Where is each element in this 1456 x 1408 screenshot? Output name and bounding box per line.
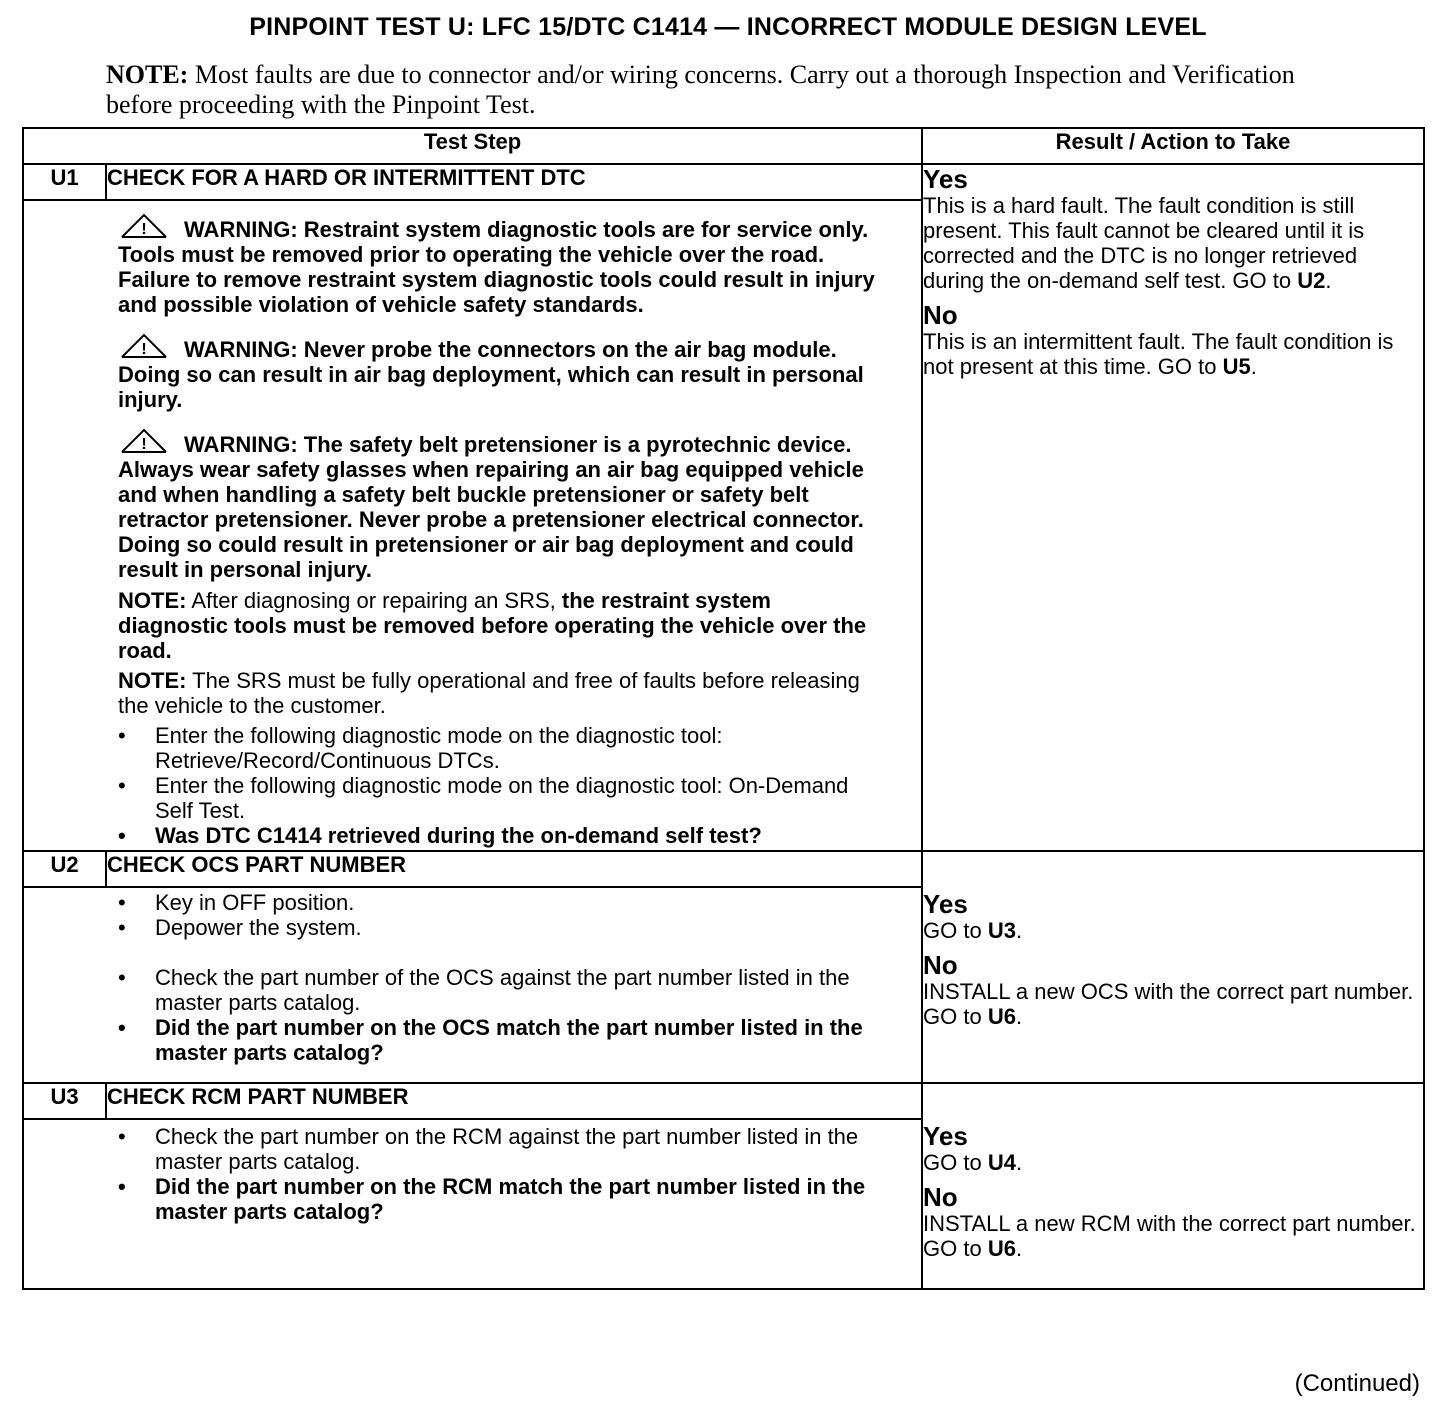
step-u2-yes-label: Yes xyxy=(923,889,968,919)
step-u1-no-text xyxy=(923,329,1423,379)
step-u1-yes-label: Yes xyxy=(923,164,968,194)
step-u1-no-goto: U5 xyxy=(1222,354,1251,379)
list-item: • Enter the following diagnostic mode on the diagnostic tool: Retrieve/Record/Continuous DTCs. xyxy=(118,723,881,773)
list-item: • Did the part number on the OCS match the part number listed in the master parts catalog? xyxy=(118,1015,881,1065)
step-u2-title: CHECK OCS PART NUMBER xyxy=(106,851,922,887)
list-item: • Depower the system. xyxy=(118,915,881,940)
col-result-header: Result / Action to Take xyxy=(922,128,1424,164)
step-u3-no-goto: U6 xyxy=(987,1236,1016,1261)
list-item: • Key in OFF position. xyxy=(118,890,881,915)
step-u2-title-row xyxy=(23,851,1424,887)
step-u2-no-goto: U6 xyxy=(987,1004,1016,1029)
step-u1-warning-1 xyxy=(118,213,881,317)
step-u1-title-row xyxy=(23,164,1424,200)
step-u2-yes-goto: U3 xyxy=(987,918,1016,943)
list-item: • Did the part number on the RCM match the part number listed in the master parts catalog? xyxy=(118,1174,881,1224)
svg-text:!: ! xyxy=(141,221,147,238)
step-u1-no-label: No xyxy=(923,300,958,330)
svg-text:!: ! xyxy=(141,341,147,358)
step-u1-no-action: This is an intermittent fault. The fault condition is not present at this time. GO to xyxy=(923,329,1394,379)
step-u2-bullets xyxy=(118,890,881,1065)
list-item: • Check the part number on the RCM against the part number listed in the master parts catalog. xyxy=(118,1124,881,1174)
step-u1-result xyxy=(922,164,1424,851)
col-test-step-header: Test Step xyxy=(23,128,922,164)
step-u3-no-text xyxy=(923,1211,1423,1261)
step-u1-warning-2-text: WARNING: Never probe the connectors on the air bag module. Doing so can result in air bag deployment, which can result in personal injury. xyxy=(118,337,864,412)
step-u2-no-text xyxy=(923,979,1423,1029)
step-u3-title-row xyxy=(23,1083,1424,1119)
step-u1-warning-3-text: WARNING: The safety belt pretensioner is a pyrotechnic device. Always wear safety glasses when repairing an air bag equipped vehicle and when handling a safety belt buckle pretensioner or safety belt retractor pretensioner. Never probe a pretensioner electrical connector. Doing so could result in pretensioner or air bag deployment and could result in personal injury. xyxy=(118,432,864,582)
step-u3-yes-action: GO to xyxy=(923,1150,988,1175)
step-u1-note-1-bold: the restraint system diagnostic tools must be removed before operating the vehicle over the road. xyxy=(118,588,867,663)
warning-triangle-icon xyxy=(118,428,170,454)
step-u1-warning-2 xyxy=(118,333,881,412)
step-u3-body xyxy=(23,1119,922,1289)
step-u3-no-action: INSTALL a new RCM with the correct part number. GO to xyxy=(923,1211,1416,1261)
intro-note-label: NOTE: xyxy=(106,60,189,89)
step-u1-note-1-text: After diagnosing or repairing an SRS, xyxy=(186,588,562,613)
step-u2-no-label: No xyxy=(923,950,958,980)
list-item: • Was DTC C1414 retrieved during the on-demand self test? xyxy=(118,823,881,848)
pinpoint-test-table xyxy=(22,127,1425,1290)
step-u1-no-end: . xyxy=(1250,354,1257,379)
continued-label: (Continued) xyxy=(1294,1370,1420,1397)
step-u1-note-1 xyxy=(118,588,881,663)
warning-triangle-icon xyxy=(118,333,170,359)
step-u3-no-end: . xyxy=(1015,1236,1023,1261)
step-u2-no-end: . xyxy=(1015,1004,1023,1029)
step-u3-title: CHECK RCM PART NUMBER xyxy=(106,1083,922,1119)
step-u3-yes-end: . xyxy=(1015,1150,1023,1175)
step-u2-yes-end: . xyxy=(1015,918,1023,943)
step-u3-yes-label: Yes xyxy=(923,1121,968,1151)
step-u1-yes-action: This is a hard fault. The fault condition is still present. This fault cannot be cleared until it is corrected and the DTC is no longer retrieved during the on-demand self test. GO to xyxy=(923,193,1365,293)
step-u3-id: U3 xyxy=(23,1083,106,1119)
step-u1-warning-3 xyxy=(118,428,881,582)
step-u2-body xyxy=(23,887,922,1083)
list-item: • Enter the following diagnostic mode on the diagnostic tool: On-Demand Self Test. xyxy=(118,773,881,823)
step-u1-warning-1-text: WARNING: Restraint system diagnostic tools are for service only. Tools must be removed prior to operating the vehicle over the road. Failure to remove restraint system diagnostic tools could result in injury and possible violation of vehicle safety standards. xyxy=(118,217,875,317)
step-u3-bullets xyxy=(118,1124,881,1224)
step-u2-yes-text xyxy=(923,918,1423,943)
step-u3-yes-text xyxy=(923,1150,1423,1175)
page-title: PINPOINT TEST U: LFC 15/DTC C1414 — INCORRECT MODULE DESIGN LEVEL xyxy=(249,13,1207,41)
step-u3-no-label: No xyxy=(923,1182,958,1212)
step-u1-yes-text xyxy=(923,193,1423,293)
intro-note xyxy=(106,60,1306,120)
step-u2-no-action: INSTALL a new OCS with the correct part number. GO to xyxy=(923,979,1414,1029)
step-u1-id: U1 xyxy=(23,164,106,200)
step-u1-note-2-label: NOTE: xyxy=(118,668,187,693)
step-u1-title: CHECK FOR A HARD OR INTERMITTENT DTC xyxy=(106,164,922,200)
step-u2-id: U2 xyxy=(23,851,106,887)
intro-note-text: Most faults are due to connector and/or wiring concerns. Carry out a thorough Inspection and Verification before proceeding with the Pinpoint Test. xyxy=(106,60,1295,119)
step-u2-yes-action: GO to xyxy=(923,918,988,943)
step-u3-yes-goto: U4 xyxy=(987,1150,1016,1175)
step-u2-result xyxy=(922,851,1424,1083)
warning-triangle-icon xyxy=(118,213,170,239)
svg-text:!: ! xyxy=(141,436,147,453)
step-u1-body xyxy=(23,200,922,851)
list-item: • Check the part number of the OCS against the part number listed in the master parts catalog. xyxy=(118,965,881,1015)
step-u1-bullets xyxy=(118,723,881,848)
step-u1-yes-end: . xyxy=(1325,268,1332,293)
step-u3-result xyxy=(922,1083,1424,1289)
step-u1-note-2 xyxy=(118,668,881,718)
step-u1-note-2-text: The SRS must be fully operational and free of faults before releasing the vehicle to the customer. xyxy=(118,668,860,718)
step-u1-yes-goto: U2 xyxy=(1297,268,1326,293)
table-header-row xyxy=(23,128,1424,164)
step-u1-note-1-label: NOTE: xyxy=(118,588,187,613)
